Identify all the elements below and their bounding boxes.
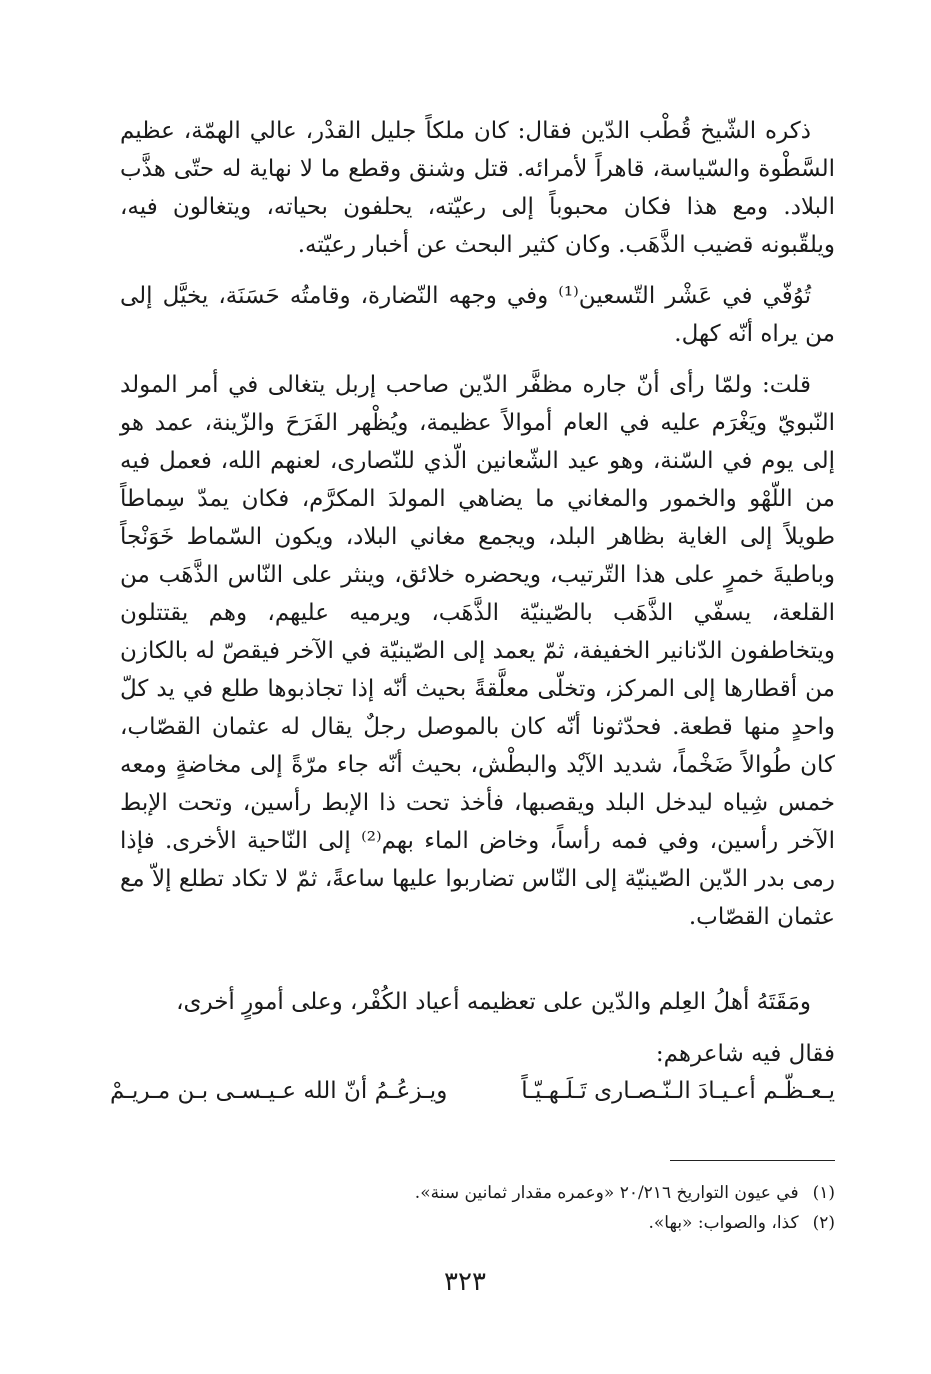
footnote-text: كذا، والصواب: «بها». <box>648 1213 799 1233</box>
verse-second-hemistich: ويـزعُـمُ أنّ الله عـيـسـى بـن مـريـمْ <box>110 1078 448 1104</box>
footnote-1 <box>300 1178 835 1208</box>
verse-intro: فقال فيه شاعرهم: <box>655 1041 835 1067</box>
paragraph-1: ذكره الشّيخ قُطْب الدّين فقال: كان ملكاً جليل القدْر، عالي الهمّة، عظيم السَّطْوة والسّياسة، قاهراً لأمرائه. قتل وشنق وقطع ما لا نهاية له حتّى هذَّب البلاد. ومع هذا فكان محبوباً إلى رعيّته، يحلفون بحياته، ويتغالون فيه، ويلقّبونه قضيب الذَّهَب. وكان كثير البحث عن أخبار رعيّته. <box>120 118 835 258</box>
footnote-2 <box>300 1208 835 1238</box>
footnote-number: (٢) <box>812 1213 835 1233</box>
paragraph-3: قلت: ولمّا رأى أنّ جاره مظفَّر الدّين صاحب إربل يتغالى في أمر المولد النّبويّ ويَغْرَم عليه في العام أموالاً عظيمة، ويُظْهر الفَرَحَ والزّينة، عمد هو إلى يوم في السّنة، وهو عيد الشّعانين الّذي للنّصارى، لعنهم الله، فعمل فيه من اللّهْو والخمور والمغاني ما يضاهي المولدَ المكرَّم، فكان يمدّ سِماطاً طويلاً إلى الغاية بظاهر البلد، ويجمع مغاني البلاد، ويكون السّماط خَوَنْجاً وباطيةَ خمرٍ على هذا التّرتيب، ويحضره خلائق، وينثر على النّاس الذَّهَب من القلعة، يسفّي الذَّهَب بالصّينيّة الذَّهَب، ويرميه عليهم، وهم يقتتلون ويتخاطفون الدّنانير الخفيفة، ثمّ يعمد إلى الصّينيّة في الآخر فيقصّ له بالكازن من أقطارها إلى المركز، وتخلّى معلَّقةً بحيث أنّه إذا تجاذبوها طلع في يد كلّ واحدٍ منها قطعة. فحدّثونا أنّه كان بالموصل رجلٌ يقال له عثمان القصّاب، كان طُوالاً ضَخْماً، شديد الآيْد والبطْش، بحيث أنّه جاء مرّةً إلى مخاضةٍ ومعه خمس شِياه ليدخل البلد ويقصبها، فأخذ تحت ذا الإبط رأسين، وتحت الإبط الآخر رأسين، وفي فمه رأساً، وخاض الماء بهم⁽²⁾ إلى النّاحية الأخرى. فإذا رمى بدر الدّين الصّينيّة إلى النّاس تضاربوا عليها ساعةً، ثمّ لا تكاد تطلع إلاّ مع عثمان القصّاب. <box>120 372 835 930</box>
page-number: ٣٢٣ <box>444 1267 486 1297</box>
verse-first-hemistich: يـعـظّـم أعـيـادَ الـنّـصـارى تَـلَـهـيّـاً <box>521 1078 835 1104</box>
footnote-number: (١) <box>812 1183 835 1203</box>
paragraph-2: تُوُفّي في عَشْر التّسعين⁽¹⁾ وفي وجهه النّضارة، وقامتُه حَسَنَة، يخيَّل إلى من يراه أنّه كهل. <box>120 283 835 347</box>
paragraph-4: ومَقَتَهُ أهلُ العِلم والدّين على تعظيمه أعياد الكُفْر، وعلى أمورٍ أخرى، <box>176 989 811 1015</box>
poem-verse <box>110 1072 835 1112</box>
footnotes <box>300 1178 835 1238</box>
footnote-separator <box>670 1160 835 1161</box>
footnote-text: في عيون التواريخ ٢٠/٢١٦ «وعمره مقدار ثمانين سنة». <box>414 1183 799 1203</box>
